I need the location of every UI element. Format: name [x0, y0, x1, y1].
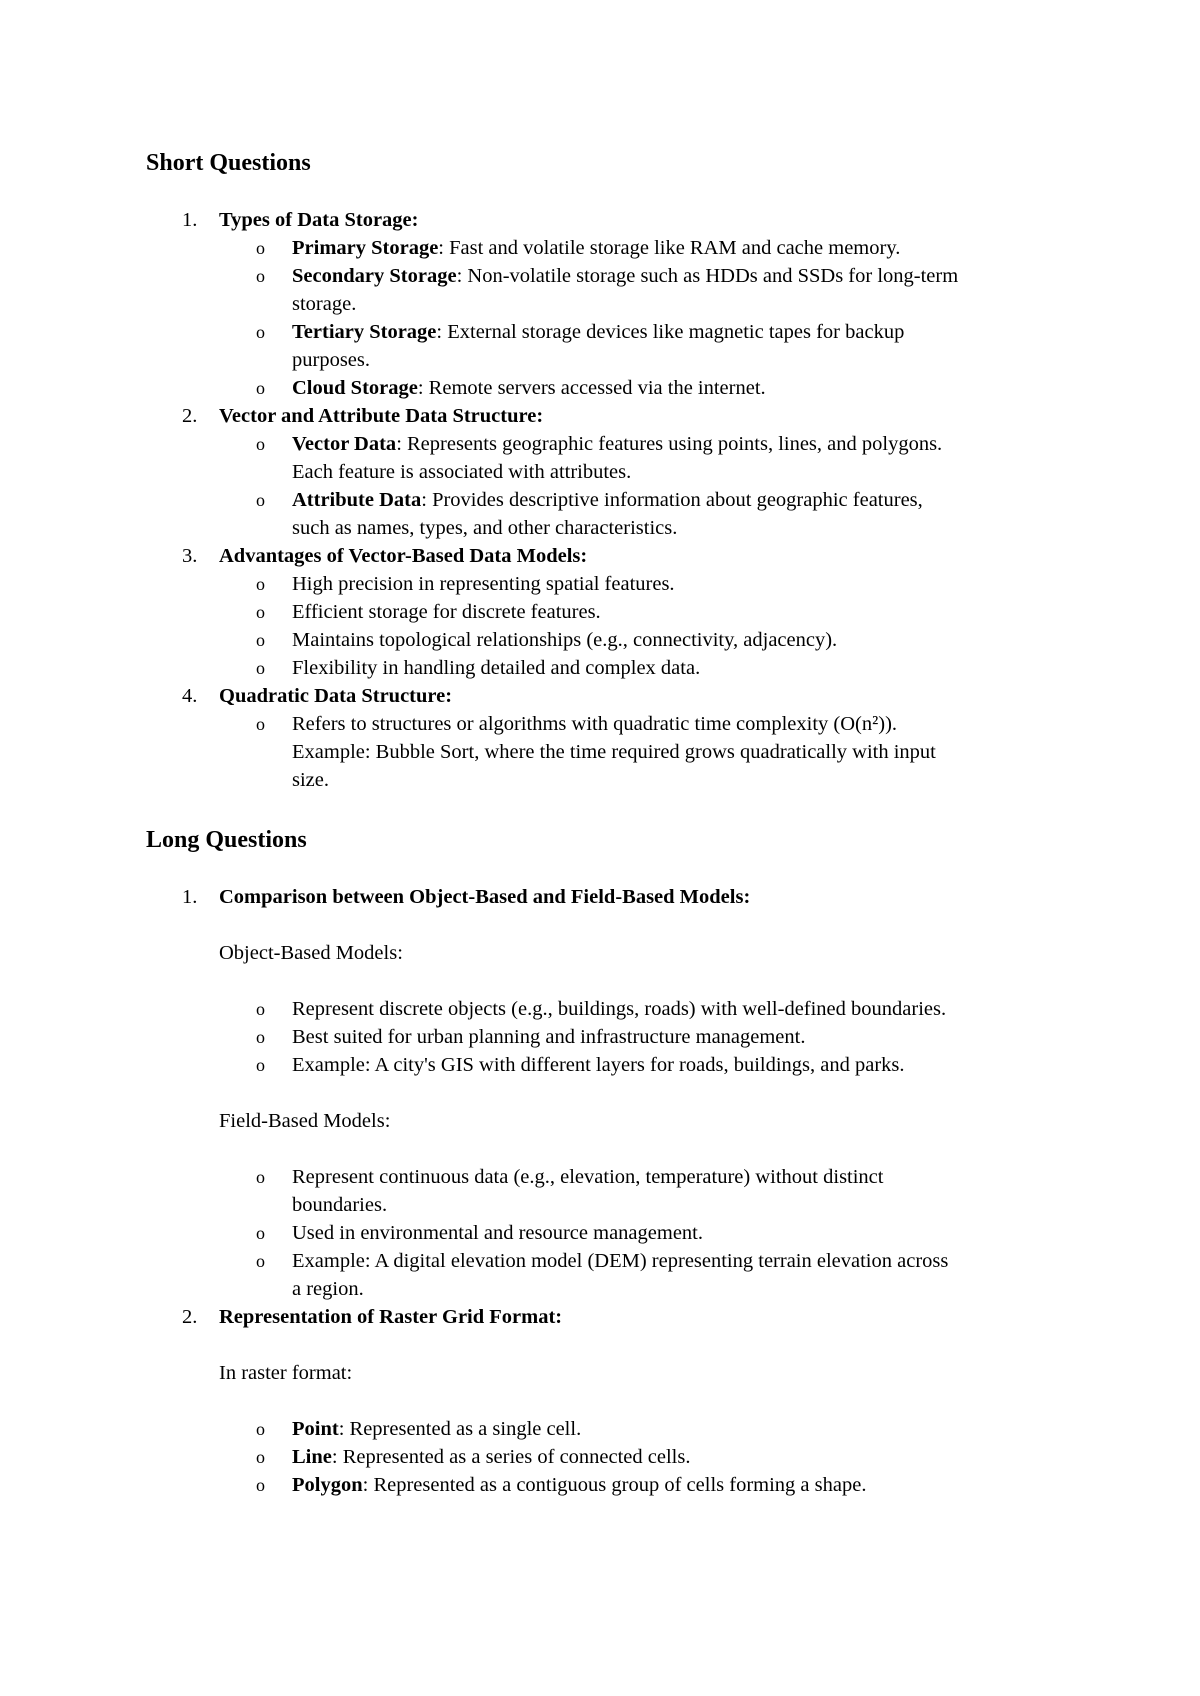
bullet-icon: o	[256, 630, 265, 650]
term-label: Primary Storage	[292, 237, 439, 259]
field-based-heading: Field-Based Models:	[219, 1110, 391, 1132]
bullet-icon: o	[256, 1027, 265, 1047]
raster-list	[219, 1415, 1080, 1499]
item-text: : Represented as a contiguous group of cells forming a shape.	[362, 1474, 867, 1496]
list-item	[219, 654, 1080, 682]
list-item	[219, 1471, 1080, 1499]
question-number: 2.	[182, 405, 198, 427]
term-label: Vector Data	[292, 433, 397, 455]
sub-list	[219, 570, 1080, 682]
term-label: Line	[292, 1446, 332, 1468]
bullet-icon: o	[256, 266, 265, 286]
list-item	[219, 1219, 1080, 1247]
question-title: Advantages of Vector-Based Data Models:	[219, 545, 588, 567]
item-text: : Represented as a single cell.	[338, 1418, 582, 1440]
item-text: Efficient storage for discrete features.	[292, 601, 601, 623]
item-text: High precision in representing spatial features.	[292, 573, 675, 595]
item-text: : Provides descriptive information about geographic features, such as names, types, and other characteristics.	[292, 489, 923, 539]
bullet-icon: o	[256, 658, 265, 678]
field-based-list	[219, 1163, 1080, 1303]
bullet-icon: o	[256, 1167, 265, 1187]
bullet-icon: o	[256, 490, 265, 510]
item-text: : Represents geographic features using points, lines, and polygons. Each feature is associated with attributes.	[292, 433, 943, 483]
long-question-2	[0, 1303, 1200, 1499]
short-questions-list	[0, 206, 1200, 794]
item-text: : Represented as a series of connected cells.	[331, 1446, 691, 1468]
list-item	[219, 1443, 1080, 1471]
item-text: : Non-volatile storage such as HDDs and SSDs for long-term storage.	[292, 265, 959, 315]
list-item	[219, 318, 1080, 374]
item-text: Maintains topological relationships (e.g., connectivity, adjacency).	[292, 629, 838, 651]
item-text: : Remote servers accessed via the internet.	[417, 377, 766, 399]
term-label: Attribute Data	[292, 489, 422, 511]
list-item	[219, 1247, 1080, 1303]
long-question-1	[0, 883, 1200, 1303]
item-text: Best suited for urban planning and infrastructure management.	[292, 1026, 806, 1048]
item-text: Example: A city's GIS with different layers for roads, buildings, and parks.	[292, 1054, 905, 1076]
bullet-icon: o	[256, 434, 265, 454]
list-item	[219, 626, 1080, 654]
list-item	[219, 262, 1080, 318]
bullet-icon: o	[256, 1055, 265, 1075]
bullet-icon: o	[256, 1251, 265, 1271]
bullet-icon: o	[256, 714, 265, 734]
bullet-icon: o	[256, 574, 265, 594]
question-number: 1.	[182, 209, 198, 231]
item-text: Refers to structures or algorithms with quadratic time complexity (O(n²)). Example: Bubble Sort, where the time required grows quadratically with input size.	[292, 713, 936, 791]
term-label: Secondary Storage	[292, 265, 457, 287]
list-item	[219, 1023, 1080, 1051]
list-item	[219, 234, 1080, 262]
item-text: : Fast and volatile storage like RAM and cache memory.	[438, 237, 901, 259]
bullet-icon: o	[256, 999, 265, 1019]
question-number: 2.	[182, 1306, 198, 1328]
long-questions-heading: Long Questions	[146, 827, 307, 853]
item-text: : External storage devices like magnetic tapes for backup purposes.	[292, 321, 905, 371]
list-item	[219, 598, 1080, 626]
list-item	[219, 486, 1080, 542]
list-item	[219, 710, 1080, 794]
short-question-1	[0, 206, 1200, 402]
list-item	[219, 1415, 1080, 1443]
short-question-3	[0, 542, 1200, 682]
question-title: Quadratic Data Structure:	[219, 685, 453, 707]
bullet-icon: o	[256, 602, 265, 622]
term-label: Polygon	[292, 1474, 363, 1496]
bullet-icon: o	[256, 1223, 265, 1243]
question-number: 3.	[182, 545, 198, 567]
bullet-icon: o	[256, 238, 265, 258]
term-label: Tertiary Storage	[292, 321, 437, 343]
bullet-icon: o	[256, 378, 265, 398]
question-title: Comparison between Object-Based and Field-Based Models:	[219, 886, 751, 908]
short-questions-heading: Short Questions	[146, 150, 311, 176]
sub-list	[219, 430, 1080, 542]
term-label: Point	[292, 1418, 339, 1440]
list-item	[219, 1051, 1080, 1079]
list-item	[219, 570, 1080, 598]
question-title: Types of Data Storage:	[219, 209, 419, 231]
question-number: 4.	[182, 685, 198, 707]
list-item	[219, 430, 1080, 486]
item-text: Flexibility in handling detailed and complex data.	[292, 657, 701, 679]
sub-list	[219, 710, 1080, 794]
sub-list	[219, 234, 1080, 402]
bullet-icon: o	[256, 1419, 265, 1439]
object-based-list	[219, 995, 1080, 1079]
bullet-icon: o	[256, 1447, 265, 1467]
short-question-4	[0, 682, 1200, 794]
question-title: Vector and Attribute Data Structure:	[219, 405, 544, 427]
question-title: Representation of Raster Grid Format:	[219, 1306, 563, 1328]
object-based-heading: Object-Based Models:	[219, 942, 403, 964]
list-item	[219, 374, 1080, 402]
long-questions-list	[0, 883, 1200, 1499]
raster-intro: In raster format:	[219, 1362, 353, 1384]
item-text: Represent continuous data (e.g., elevation, temperature) without distinct boundaries.	[292, 1166, 884, 1216]
list-item	[219, 1163, 1080, 1219]
list-item	[219, 995, 1080, 1023]
bullet-icon: o	[256, 1475, 265, 1495]
bullet-icon: o	[256, 322, 265, 342]
short-question-2	[0, 402, 1200, 542]
term-label: Cloud Storage	[292, 377, 418, 399]
item-text: Used in environmental and resource management.	[292, 1222, 703, 1244]
item-text: Example: A digital elevation model (DEM) representing terrain elevation across a region.	[292, 1250, 949, 1300]
question-number: 1.	[182, 886, 198, 908]
item-text: Represent discrete objects (e.g., buildings, roads) with well-defined boundaries.	[292, 998, 947, 1020]
